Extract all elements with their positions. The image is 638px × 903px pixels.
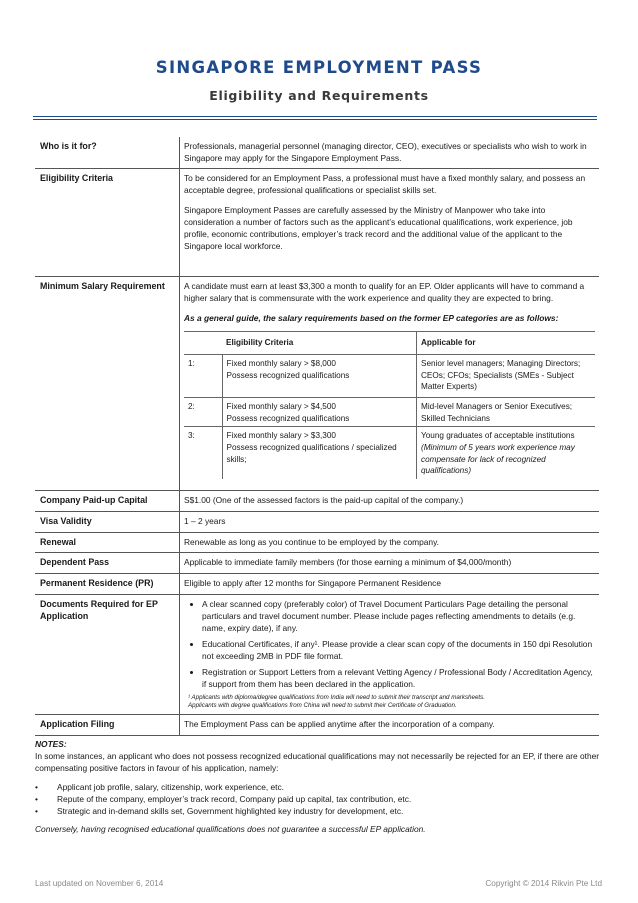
category-qualification: Possess recognized qualifications / specialized skills; [226, 442, 397, 464]
row-value: The Employment Pass can be applied anytime after the incorporation of a company. [180, 714, 600, 735]
documents-list [184, 598, 595, 690]
salary-paragraph: A candidate must earn at least $3,300 a month to qualify for an EP. Older applicants will have to command a higher salary that is commensurate with the work experience and quality they are expected to bring. [184, 281, 585, 304]
row-value: Professionals, managerial personnel (managing director, CEO), executives or specialists who wish to work in Singapore may apply for the Singapore Employment Pass. [180, 137, 600, 169]
row-application-filing [35, 714, 599, 735]
salary-category-row [184, 427, 595, 479]
row-label: Documents Required for EP Application [35, 594, 180, 714]
category-number: 2: [184, 397, 222, 426]
row-label: Who is it for? [35, 137, 180, 169]
column-header-applicable: Applicable for [417, 332, 596, 355]
row-label: Company Paid-up Capital [35, 491, 180, 512]
eligibility-paragraph-2: Singapore Employment Passes are carefully assessed by the Ministry of Manpower who take into consideration a number of factors such as the applicant’s educational qualifications, work experience, job profile, economic contributions, employer’s track record and the additional value of the applicant to the Singapore local workforce. [184, 205, 573, 252]
category-applicable: Young graduates of acceptable institutions [421, 431, 575, 441]
category-salary: Fixed monthly salary > $3,300 [226, 431, 336, 441]
list-item: • Strategic and in-demand skills set, Government highlighted key industry for development, etc. [35, 805, 605, 817]
row-label: Minimum Salary Requirement [35, 277, 180, 491]
notes-list [35, 781, 605, 818]
row-value: Renewable as long as you continue to be employed by the company. [180, 532, 600, 553]
row-label: Eligibility Criteria [35, 169, 180, 277]
list-item: • A clear scanned copy (preferably color) of Travel Document Particulars Page detailing the personal particulars and travel document number. Please include pages reflecting amendments to details (e.g. name, expiry date), if any. [202, 598, 595, 634]
salary-categories-table [184, 331, 595, 479]
category-salary: Fixed monthly salary > $4,500 [226, 401, 336, 411]
row-permanent-residence [35, 573, 599, 594]
category-salary: Fixed monthly salary > $8,000 [226, 358, 336, 368]
list-item: • Applicant job profile, salary, citizenship, work experience, etc. [35, 781, 605, 793]
footnote-india: ¹ Applicants with diploma/degree qualifications from India will need to submit their transcript and marksheets. [188, 693, 485, 701]
row-label: Dependent Pass [35, 553, 180, 574]
footer-copyright: Copyright © 2014 Rikvin Pte Ltd [485, 879, 602, 888]
category-qualification: Possess recognized qualifications [226, 413, 350, 423]
row-visa-validity [35, 511, 599, 532]
footnote-china: Applicants with degree qualifications from China will need to submit their Certificate of Graduation. [188, 701, 457, 709]
notes-intro: In some instances, an applicant who does not possess recognized educational qualifications may not necessarily be rejected for an EP, if there are other compensating positive factors in favour of his application, namely: [35, 751, 600, 774]
list-item: • Repute of the company, employer’s track record, Company paid up capital, tax contribution, etc. [35, 793, 605, 805]
category-number: 3: [184, 427, 222, 479]
salary-table-header [184, 332, 595, 355]
category-note: (Minimum of 5 years work experience may compensate for lack of recognized qualifications) [421, 442, 575, 476]
row-eligibility [35, 169, 599, 277]
row-company-capital [35, 491, 599, 512]
header-rule-bottom [33, 119, 597, 120]
footer-last-updated: Last updated on November 6, 2014 [35, 879, 164, 888]
list-item: • Educational Certificates, if any¹. Please provide a clear scan copy of the documents in 150 dpi Resolution not exceeding 2MB in PDF file format. [202, 638, 595, 662]
header-rule-top [33, 116, 597, 117]
salary-category-row [184, 354, 595, 397]
salary-guide: As a general guide, the salary requirements based on the former EP categories are as follows: [184, 313, 559, 324]
notes-closing: Conversely, having recognised educational qualifications does not guarantee a successful EP application. [35, 824, 426, 835]
row-who [35, 137, 599, 169]
notes-section [35, 738, 605, 835]
row-label: Permanent Residence (PR) [35, 573, 180, 594]
requirements-table [35, 137, 599, 736]
category-applicable: Senior level managers; Managing Directors; CEOs; CFOs; Specialists (SMEs - Subject Matter Experts) [417, 354, 596, 397]
row-value: 1 – 2 years [180, 511, 600, 532]
category-qualification: Possess recognized qualifications [226, 370, 350, 380]
category-applicable: Mid-level Managers or Senior Executives; Skilled Technicians [417, 397, 596, 426]
row-value: Applicable to immediate family members (for those earning a minimum of $4,000/month) [180, 553, 600, 574]
row-documents [35, 594, 599, 714]
column-header-criteria: Eligibility Criteria [222, 332, 417, 355]
row-dependent-pass [35, 553, 599, 574]
list-item: • Registration or Support Letters from a relevant Vetting Agency / Professional Body / Accreditation Agency, if support from them has been declared in the application. [202, 666, 595, 690]
category-number: 1: [184, 354, 222, 397]
notes-heading: NOTES: [35, 739, 67, 749]
salary-category-row [184, 397, 595, 426]
row-label: Application Filing [35, 714, 180, 735]
document-subtitle: Eligibility and Requirements [209, 88, 429, 103]
row-value: S$1.00 (One of the assessed factors is the paid-up capital of the company.) [180, 491, 600, 512]
row-minimum-salary [35, 277, 599, 491]
eligibility-paragraph-1: To be considered for an Employment Pass, a professional must have a fixed monthly salary, and possess an acceptable degree, professional qualifications or specialist skills set. [184, 173, 586, 196]
row-label: Visa Validity [35, 511, 180, 532]
document-title: SINGAPORE EMPLOYMENT PASS [155, 58, 483, 77]
row-value: Eligible to apply after 12 months for Singapore Permanent Residence [180, 573, 600, 594]
row-renewal [35, 532, 599, 553]
row-label: Renewal [35, 532, 180, 553]
